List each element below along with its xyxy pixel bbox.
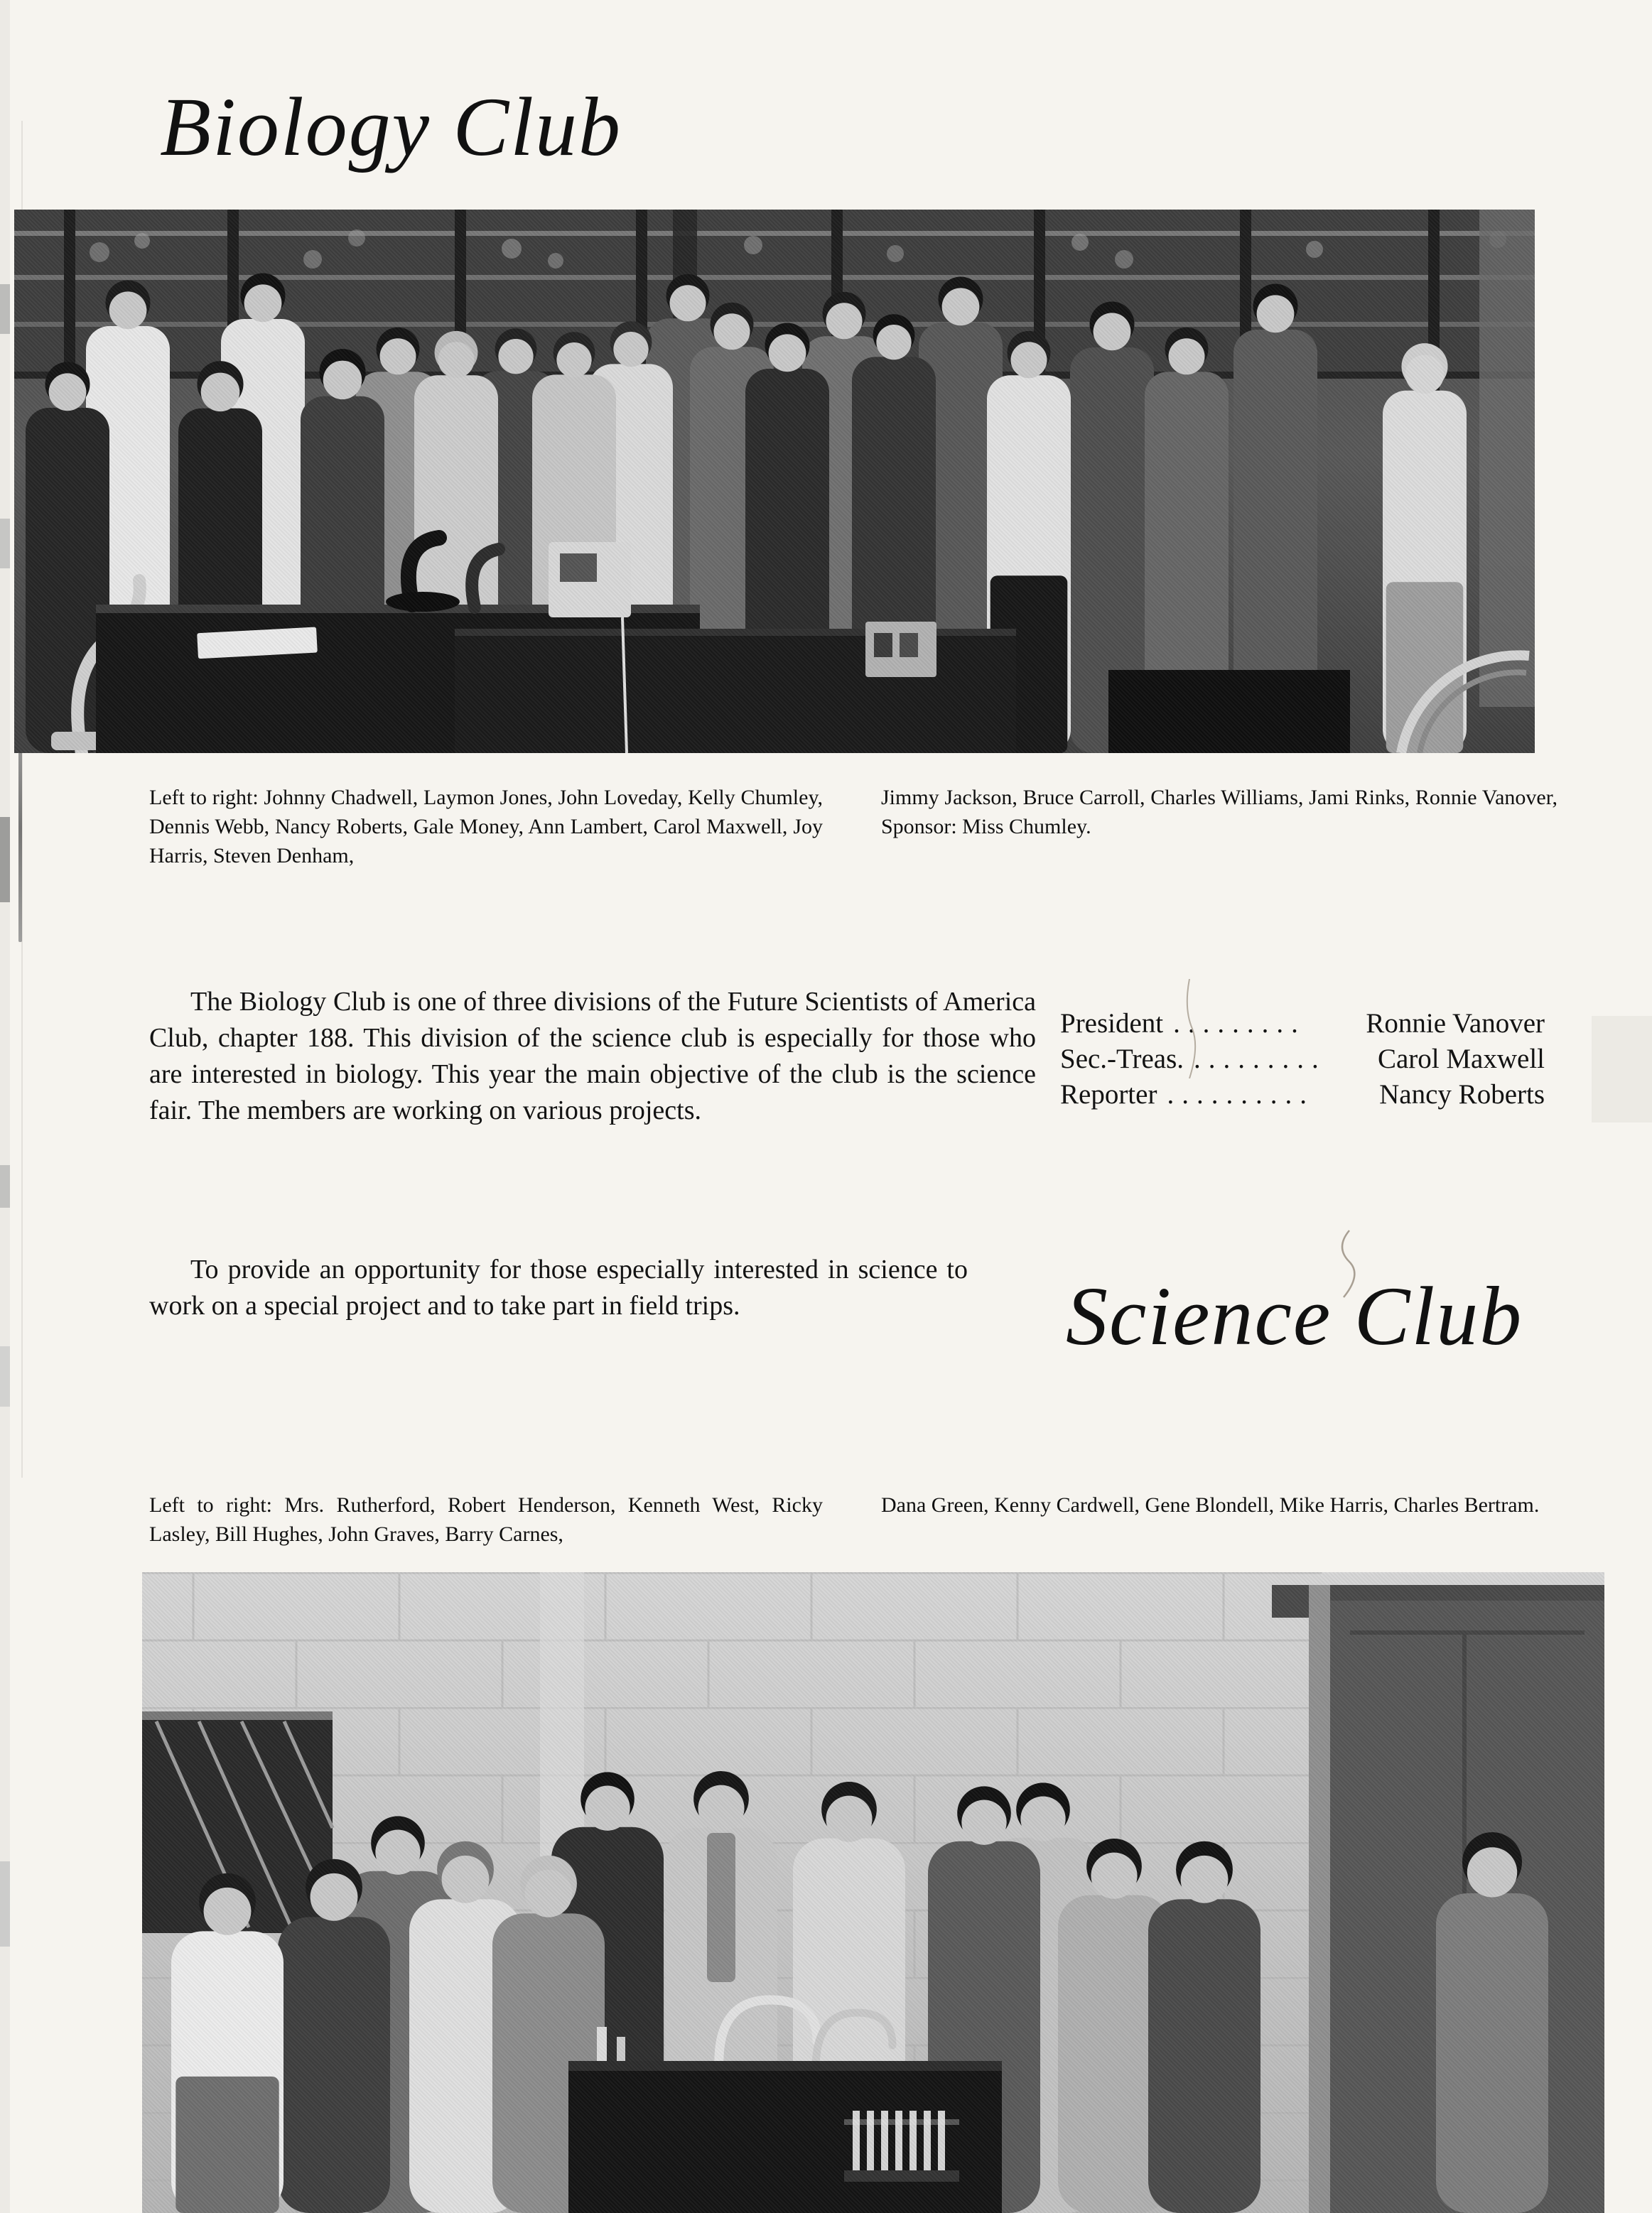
officer-role: Reporter bbox=[1060, 1079, 1157, 1110]
officer-name: Carol Maxwell bbox=[1377, 1044, 1545, 1074]
biology-club-title: Biology Club bbox=[160, 80, 622, 173]
biology-club-photo bbox=[14, 210, 1535, 753]
science-caption-left: Left to right: Mrs. Rutherford, Robert Henderson, Kenneth West, Ricky Lasley, Bill Hughes, John Graves, Barry Carnes, bbox=[149, 1493, 823, 1546]
biology-caption-left: Left to right: Johnny Chadwell, Laymon Jones, John Loveday, Kelly Chumley, Dennis Webb, Nancy Roberts, Gale Money, Ann Lambert, Carol Maxwell, Joy Harris, Steven Denham, bbox=[149, 786, 823, 867]
scan-edge-mark bbox=[0, 284, 10, 334]
scan-edge-mark bbox=[0, 1861, 10, 1947]
officers-list bbox=[1060, 1006, 1545, 1113]
scan-edge-mark bbox=[0, 519, 10, 568]
officer-leader-dots: ......... bbox=[1173, 1008, 1306, 1039]
officer-leader-dots: .......... bbox=[1167, 1079, 1314, 1110]
science-club-title: Science Club bbox=[1066, 1270, 1523, 1363]
officer-role: President bbox=[1060, 1008, 1164, 1039]
biology-caption-right: Jimmy Jackson, Bruce Carroll, Charles Williams, Jami Rinks, Ronnie Vanover, Sponsor: Miss Chumley. bbox=[881, 786, 1557, 838]
officer-name: Ronnie Vanover bbox=[1366, 1008, 1545, 1039]
scan-edge-mark bbox=[0, 817, 10, 902]
science-purpose: To provide an opportunity for those especially interested in science to work on a special project and to take part in field trips. bbox=[149, 1255, 968, 1321]
officer-row-president bbox=[1060, 1006, 1545, 1041]
officer-row-reporter bbox=[1060, 1077, 1545, 1113]
biology-photo-art bbox=[14, 210, 1535, 753]
science-club-photo bbox=[142, 1572, 1604, 2213]
scan-shading bbox=[1592, 1016, 1652, 1122]
page-spine-mark bbox=[18, 752, 22, 942]
scan-edge-mark bbox=[0, 1346, 10, 1407]
scan-edge-strip bbox=[0, 0, 10, 2213]
biology-description: The Biology Club is one of three divisions of the Future Scientists of America Club, chapter 188. This division of the science club is especially for those who are interested in biology. This year the main objective of the club is the science fair. The members are working on various projects. bbox=[149, 987, 1036, 1125]
science-photo-art bbox=[142, 1572, 1604, 2213]
scan-edge-mark bbox=[0, 1165, 10, 1208]
officer-row-sec-treas bbox=[1060, 1041, 1545, 1077]
science-caption-right: Dana Green, Kenny Cardwell, Gene Blondell, Mike Harris, Charles Bertram. bbox=[881, 1493, 1540, 1517]
officer-name: Nancy Roberts bbox=[1379, 1079, 1545, 1110]
officer-leader-dots: ......... bbox=[1194, 1044, 1327, 1074]
officer-role: Sec.-Treas. bbox=[1060, 1044, 1184, 1074]
